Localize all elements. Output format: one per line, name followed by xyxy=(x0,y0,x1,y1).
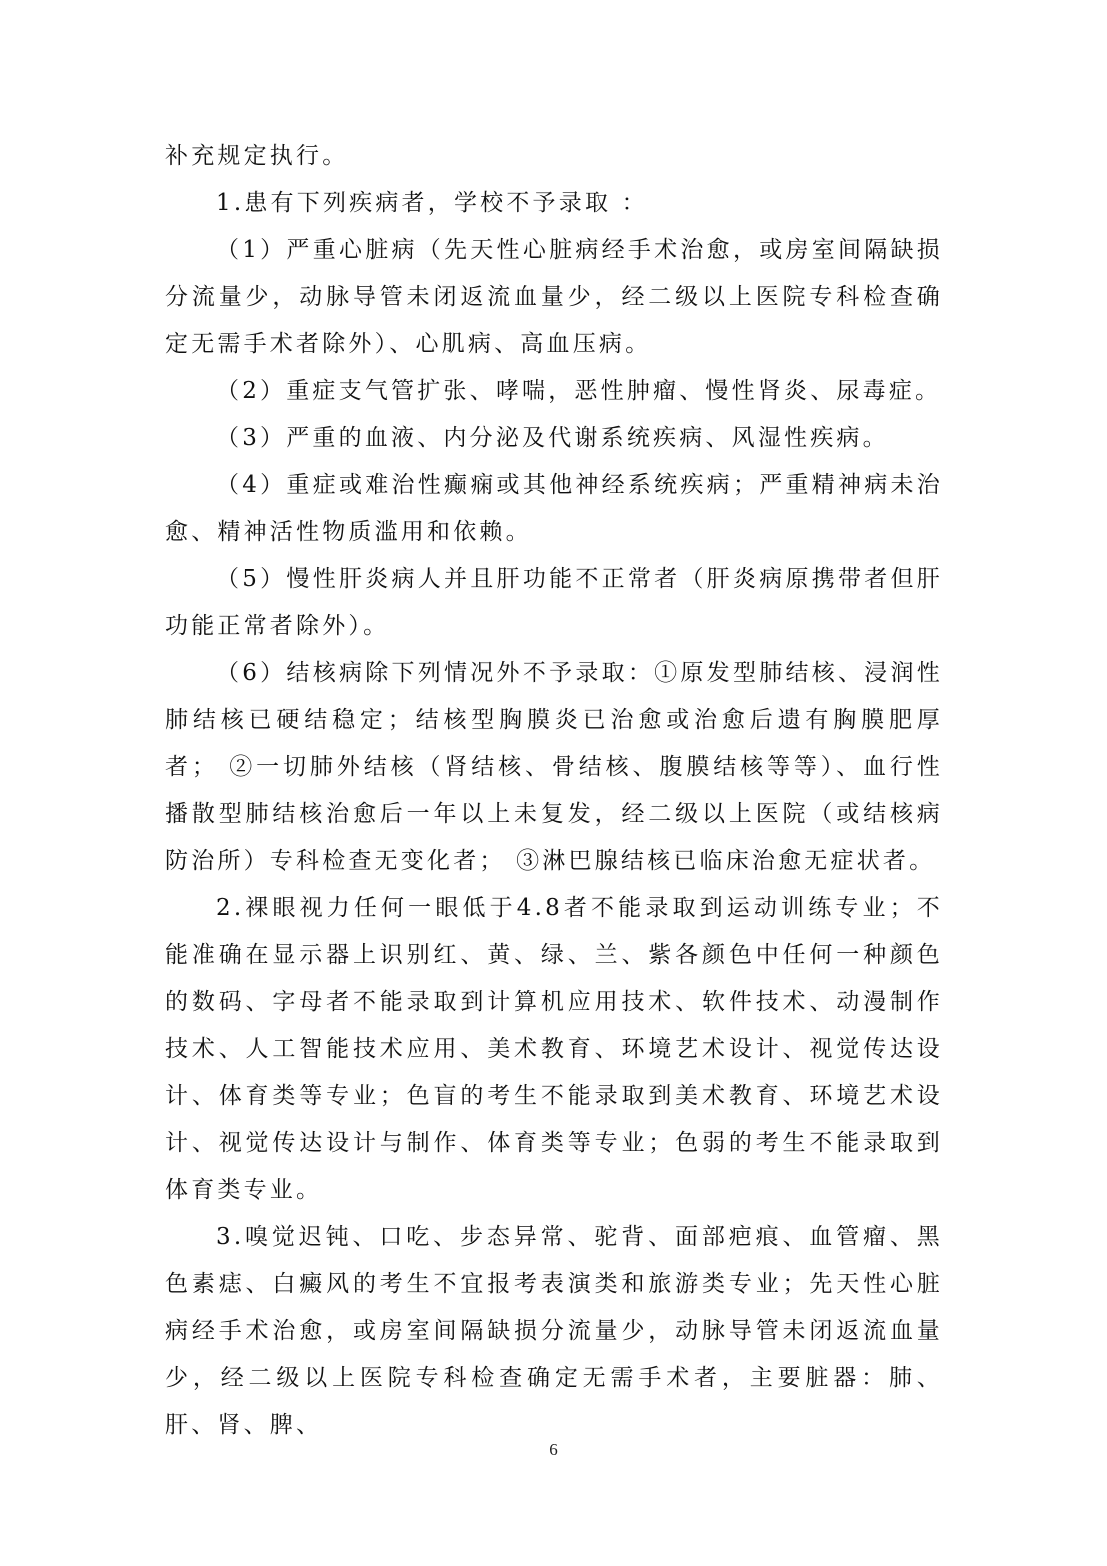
paragraph-sub-item-5: （5）慢性肝炎病人并且肝功能不正常者（肝炎病原携带者但肝功能正常者除外）。 xyxy=(165,566,943,639)
document-body xyxy=(165,133,943,1449)
paragraph-item-2: 2.裸眼视力任何一眼低于4.8者不能录取到运动训练专业；不能准确在显示器上识别红、黄、绿、兰、紫各颜色中任何一种颜色的数码、字母者不能录取到计算机应用技术、软件技术、动漫制作技术、人工智能技术应用、美术教育、环境艺术设计、视觉传达设计、体育类等专业；色盲的考生不能录取到美术教育、环境艺术设计、视觉传达设计与制作、体育类等专业；色弱的考生不能录取到体育类专业。 xyxy=(165,895,943,1203)
paragraph-item-1-heading: 1.患有下列疾病者，学校不予录取 ： xyxy=(216,190,648,216)
paragraph-sub-item-6: （6）结核病除下列情况外不予录取：①原发型肺结核、浸润性肺结核已硬结稳定；结核型胸膜炎已治愈或治愈后遗有胸膜肥厚者； ②一切肺外结核（肾结核、骨结核、腹膜结核等等）、血行性播散型肺结核治愈后一年以上未复发，经二级以上医院（或结核病防治所）专科检查无变化者； ③淋巴腺结核已临床治愈无症状者。 xyxy=(165,660,943,874)
paragraph-sub-item-3: （3）严重的血液、内分泌及代谢系统疾病、风湿性疾病。 xyxy=(216,425,889,451)
paragraph-continuation: 补充规定执行。 xyxy=(165,143,349,169)
paragraph-item-3: 3.嗅觉迟钝、口吃、步态异常、驼背、面部疤痕、血管瘤、黑色素痣、白癜风的考生不宜报考表演类和旅游类专业；先天性心脏病经手术治愈，或房室间隔缺损分流量少，动脉导管未闭返流血量少，经二级以上医院专科检查确定无需手术者，主要脏器：肺、肝、肾、脾、 xyxy=(165,1224,943,1438)
paragraph-sub-item-1: （1）严重心脏病（先天性心脏病经手术治愈，或房室间隔缺损分流量少，动脉导管未闭返流血量少，经二级以上医院专科检查确定无需手术者除外）、心肌病、高血压病。 xyxy=(165,237,943,357)
paragraph-sub-item-4: （4）重症或难治性癫痫或其他神经系统疾病；严重精神病未治愈、精神活性物质滥用和依赖。 xyxy=(165,472,943,545)
page-number: 6 xyxy=(549,1440,558,1459)
paragraph-sub-item-2: （2）重症支气管扩张、哮喘，恶性肿瘤、慢性肾炎、尿毒症。 xyxy=(216,378,942,404)
